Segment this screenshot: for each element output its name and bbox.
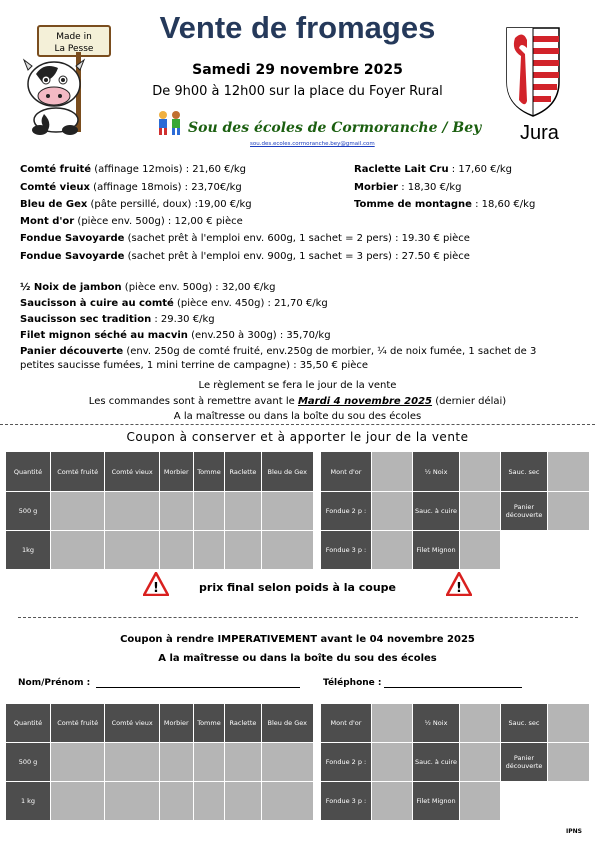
- header-bleu-de-gex: Bleu de Gex: [261, 704, 313, 743]
- children-icon: [155, 110, 185, 136]
- warning-icon-right: [446, 572, 472, 596]
- order-table-return-right: [320, 703, 590, 821]
- phone-label: Téléphone :: [323, 678, 382, 688]
- page-title: Vente de fromages: [159, 10, 436, 45]
- qty-cell[interactable]: [460, 452, 501, 492]
- qty-cell[interactable]: [548, 452, 590, 492]
- phone-field[interactable]: [384, 686, 522, 688]
- qty-cell[interactable]: [225, 782, 261, 821]
- product-saucisson-sec: Saucisson sec tradition : 29.30 €/kg: [20, 314, 215, 325]
- header-quantite: Quantité: [6, 452, 51, 492]
- note-maitresse: A la maîtresse ou dans la boîte du sou des écoles: [173, 411, 422, 422]
- product-saucisson-cuire: Saucisson à cuire au comté (pièce env. 450g) : 21,70 €/kg: [20, 298, 328, 309]
- label-mont-dor: Mont d'or: [321, 452, 372, 492]
- product-morbier: Morbier : 18,30 €/kg: [354, 182, 462, 193]
- product-fondue-600: Fondue Savoyarde (sachet prêt à l'emploi env. 600g, 1 sachet = 2 pers) : 19.30 € pièce: [20, 233, 470, 244]
- label-mont-dor: Mont d'or: [321, 704, 372, 743]
- row-1kg: 1 kg: [6, 782, 51, 821]
- row-500g: 500 g: [6, 492, 51, 531]
- sale-place: De 9h00 à 12h00 sur la place du Foyer Rural: [152, 84, 443, 99]
- qty-cell[interactable]: [548, 743, 590, 782]
- qty-cell[interactable]: [261, 743, 313, 782]
- product-tomme: Tomme de montagne : 18,60 €/kg: [354, 199, 536, 210]
- qty-cell[interactable]: [460, 704, 501, 743]
- row-500g: 500 g: [6, 743, 51, 782]
- qty-cell[interactable]: [193, 743, 225, 782]
- order-table-keep-left: [5, 451, 314, 570]
- label-sauc-cuire: Sauc. à cuire: [413, 743, 460, 782]
- qty-cell[interactable]: [261, 782, 313, 821]
- qty-cell[interactable]: [372, 782, 413, 821]
- qty-cell[interactable]: [51, 531, 105, 570]
- qty-cell[interactable]: [225, 492, 261, 531]
- header-morbier: Morbier: [160, 452, 194, 492]
- sign-text-1: Made in: [56, 32, 92, 42]
- header-raclette: Raclette: [225, 452, 261, 492]
- label-fondue-2p: Fondue 2 p :: [321, 492, 372, 531]
- qty-cell[interactable]: [51, 492, 105, 531]
- label-fondue-2p: Fondue 2 p :: [321, 743, 372, 782]
- product-mont-dor: Mont d'or (pièce env. 500g) : 12,00 € pièce: [20, 216, 243, 227]
- cut-line-bottom: [18, 617, 578, 618]
- label-sauc-sec: Sauc. sec: [501, 452, 548, 492]
- product-filet-mignon: Filet mignon séché au macvin (env.250 à 300g) : 35,70/kg: [20, 330, 331, 341]
- label-panier: Panier découverte: [501, 743, 548, 782]
- qty-cell[interactable]: [160, 743, 194, 782]
- header-quantite: Quantité: [6, 704, 51, 743]
- sale-date: Samedi 29 novembre 2025: [192, 62, 403, 78]
- qty-cell[interactable]: [372, 492, 413, 531]
- qty-cell[interactable]: [460, 782, 501, 821]
- qty-cell[interactable]: [548, 492, 590, 531]
- qty-cell[interactable]: [105, 743, 160, 782]
- qty-cell[interactable]: [105, 531, 160, 570]
- label-sauc-sec: Sauc. sec: [501, 704, 548, 743]
- note-reglement: Le règlement se fera le jour de la vente: [198, 380, 397, 391]
- label-filet-mignon: Filet Mignon: [413, 782, 460, 821]
- order-table-keep-right: [320, 451, 590, 570]
- qty-cell[interactable]: [160, 492, 194, 531]
- qty-cell[interactable]: [193, 492, 225, 531]
- qty-cell[interactable]: [460, 531, 501, 570]
- qty-cell[interactable]: [105, 492, 160, 531]
- qty-cell[interactable]: [225, 531, 261, 570]
- qty-cell[interactable]: [193, 531, 225, 570]
- label-noix: ½ Noix: [413, 452, 460, 492]
- product-fondue-900: Fondue Savoyarde (sachet prêt à l'emploi env. 900g, 1 sachet = 3 pers) : 27.50 € pièce: [20, 251, 470, 262]
- jura-coat-of-arms-icon: [505, 26, 561, 118]
- name-field[interactable]: [96, 686, 300, 688]
- qty-cell[interactable]: [372, 704, 413, 743]
- qty-cell[interactable]: [372, 452, 413, 492]
- header-bleu-de-gex: Bleu de Gex: [261, 452, 313, 492]
- cut-line-top: [0, 424, 595, 426]
- coupon-keep-title: Coupon à conserver et à apporter le jour de la vente: [126, 430, 469, 444]
- coupon-return-subtitle: A la maîtresse ou dans la boîte du sou des écoles: [158, 653, 437, 664]
- header-tomme: Tomme: [193, 704, 225, 743]
- product-noix-jambon: ½ Noix de jambon (pièce env. 500g) : 32,00 €/kg: [20, 282, 276, 293]
- header-tomme: Tomme: [193, 452, 225, 492]
- row-1kg: 1kg: [6, 531, 51, 570]
- label-fondue-3p: Fondue 3 p :: [321, 531, 372, 570]
- qty-cell[interactable]: [460, 492, 501, 531]
- header-comte-fruite: Comté fruité: [51, 452, 105, 492]
- qty-cell[interactable]: [51, 743, 105, 782]
- label-filet-mignon: Filet Mignon: [413, 531, 460, 570]
- sign-text-2: La Pesse: [54, 44, 94, 54]
- qty-cell[interactable]: [160, 531, 194, 570]
- qty-cell[interactable]: [460, 743, 501, 782]
- qty-cell[interactable]: [372, 531, 413, 570]
- header-raclette: Raclette: [225, 704, 261, 743]
- product-panier: Panier découverte (env. 250g de comté fruité, env.250g de morbier, ¼ de noix fumée, 1 sachet de 3: [20, 346, 537, 357]
- qty-cell[interactable]: [51, 782, 105, 821]
- qty-cell[interactable]: [193, 782, 225, 821]
- header-morbier: Morbier: [160, 704, 194, 743]
- association-name: Sou des écoles de Cormoranche / Bey: [188, 120, 482, 136]
- product-raclette: Raclette Lait Cru : 17,60 €/kg: [354, 164, 513, 175]
- jura-label: Jura: [520, 122, 559, 144]
- qty-cell[interactable]: [261, 492, 313, 531]
- svg-text:!: !: [456, 581, 462, 596]
- qty-cell[interactable]: [225, 743, 261, 782]
- header-comte-vieux: Comté vieux: [105, 704, 160, 743]
- qty-cell[interactable]: [372, 743, 413, 782]
- coupon-return-title: Coupon à rendre IMPERATIVEMENT avant le 04 novembre 2025: [120, 634, 475, 645]
- product-comte-vieux: Comté vieux (affinage 18mois) : 23,70€/kg: [20, 182, 242, 193]
- label-panier: Panier découverte: [501, 492, 548, 531]
- association-email[interactable]: sou.des.ecoles.cormoranche.bey@gmail.com: [250, 141, 375, 147]
- label-fondue-3p: Fondue 3 p :: [321, 782, 372, 821]
- qty-cell[interactable]: [105, 782, 160, 821]
- order-table-return-left: [5, 703, 314, 821]
- header-comte-fruite: Comté fruité: [51, 704, 105, 743]
- product-panier-cont: petites saucisse fumées, 1 mini terrine de campagne) : 35,50 € pièce: [20, 360, 369, 371]
- svg-text:!: !: [153, 581, 159, 596]
- qty-cell[interactable]: [548, 704, 590, 743]
- qty-cell[interactable]: [160, 782, 194, 821]
- product-bleu-de-gex: Bleu de Gex (pâte persillé, doux) :19,00 €/kg: [20, 199, 252, 210]
- note-commandes: Les commandes sont à remettre avant le Mardi 4 novembre 2025 (dernier délai): [88, 396, 507, 407]
- ipns-label: IPNS: [566, 828, 582, 835]
- product-comte-fruite: Comté fruité (affinage 12mois) : 21,60 €/kg: [20, 164, 246, 175]
- qty-cell[interactable]: [261, 531, 313, 570]
- warning-text: prix final selon poids à la coupe: [199, 581, 396, 594]
- label-noix: ½ Noix: [413, 704, 460, 743]
- header-comte-vieux: Comté vieux: [105, 452, 160, 492]
- name-label: Nom/Prénom :: [18, 678, 91, 688]
- label-sauc-cuire: Sauc. à cuire: [413, 492, 460, 531]
